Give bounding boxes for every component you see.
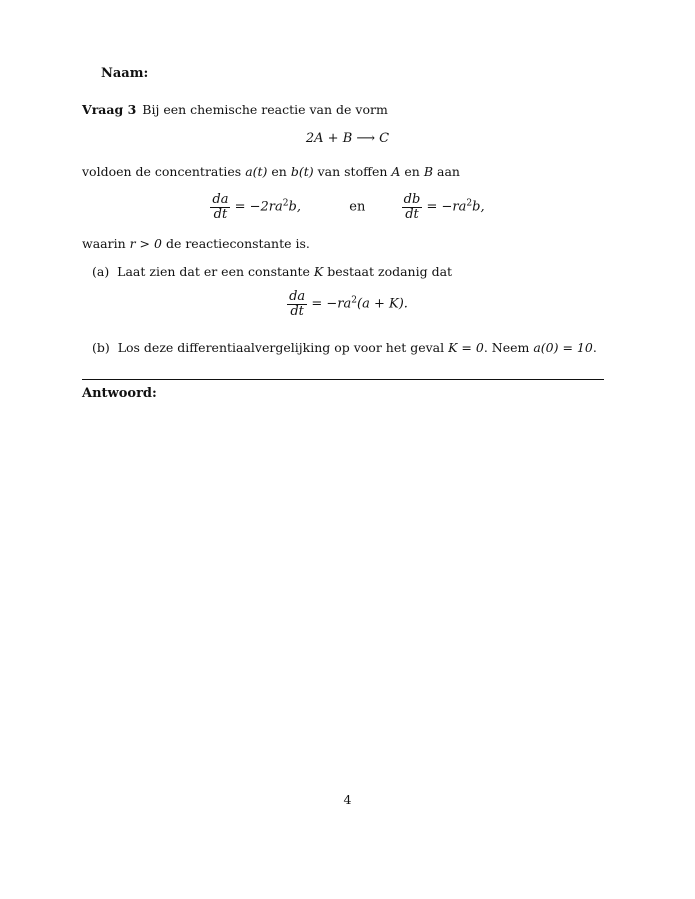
line2-pre: voldoen de concentraties (82, 164, 246, 179)
line2-bt: b(t) (290, 164, 314, 179)
part-b-text-post: . (592, 340, 597, 355)
part-b-text-pre: Los deze differentiaalvergelijking op voor het geval (117, 340, 449, 355)
reaction-equation (0, 131, 695, 146)
eq1-den: dt (213, 206, 228, 222)
waarin-pre: waarin (82, 236, 130, 251)
eq-separator: en (349, 199, 366, 215)
eq1-rhs-pre: = −2ra (234, 199, 283, 215)
waarin-post: de reactieconstante is. (161, 236, 310, 251)
line2-mid2: van stoffen (313, 164, 392, 179)
eq-a-rhs-pre: = −ra (311, 296, 352, 312)
part-a-text-pre: Laat zien dat er een constante (117, 264, 314, 279)
eq1-rhs-post: b, (288, 199, 302, 215)
part-a (92, 264, 452, 279)
waarin-math: r > 0 (129, 236, 162, 251)
page-number: 4 (343, 792, 352, 807)
part-b-init: a(0) = 10 (533, 340, 593, 355)
part-b-text-mid: . Neem (483, 340, 534, 355)
eq2-fraction (402, 193, 423, 221)
line2-B: B (423, 164, 434, 179)
question-title: Vraag 3 (82, 102, 137, 117)
constant-sentence (82, 236, 310, 251)
eq-a-den: dt (290, 303, 304, 319)
eq1-rhs-exp: 2 (282, 198, 289, 209)
part-b-label: (b) (92, 340, 110, 355)
answer-label: Antwoord: (82, 386, 157, 401)
reaction-lhs: 2A + B (305, 131, 353, 146)
part-a-equation (0, 290, 695, 318)
part-a-label: (a) (92, 264, 110, 279)
reaction-arrow: ⟶ (356, 131, 376, 146)
line2-at: a(t) (245, 164, 268, 179)
eq2-rhs-post: b, (472, 199, 485, 215)
line2-A: A (391, 164, 401, 179)
eq1-num: da (212, 192, 229, 207)
eq1-fraction (210, 193, 230, 221)
question-intro: Bij een chemische reactie van de vorm (142, 102, 388, 117)
line2-post: aan (433, 164, 460, 179)
eq-a-rhs-exp: 2 (351, 295, 357, 306)
eq-a-fraction (287, 290, 307, 318)
reaction-rhs: C (379, 131, 390, 146)
eq2-num: db (403, 192, 421, 207)
part-b-cond: K = 0 (448, 340, 484, 355)
eq2-rhs-pre: = −ra (426, 199, 467, 215)
part-b (92, 340, 597, 355)
eq2-rhs-exp: 2 (466, 198, 473, 209)
horizontal-rule (82, 379, 604, 380)
concentration-sentence (82, 164, 460, 179)
question-intro-line (82, 102, 388, 117)
eq-a-num: da (289, 289, 306, 304)
eq-a-rhs-post: (a + K). (357, 296, 408, 312)
eq2-den: dt (405, 206, 419, 222)
part-a-K: K (313, 264, 324, 279)
line2-mid3: en (400, 164, 424, 179)
line2-mid1: en (267, 164, 291, 179)
part-a-text-post: bestaat zodanig dat (323, 264, 453, 279)
differential-equations (0, 193, 695, 221)
name-label: Naam: (101, 66, 149, 81)
